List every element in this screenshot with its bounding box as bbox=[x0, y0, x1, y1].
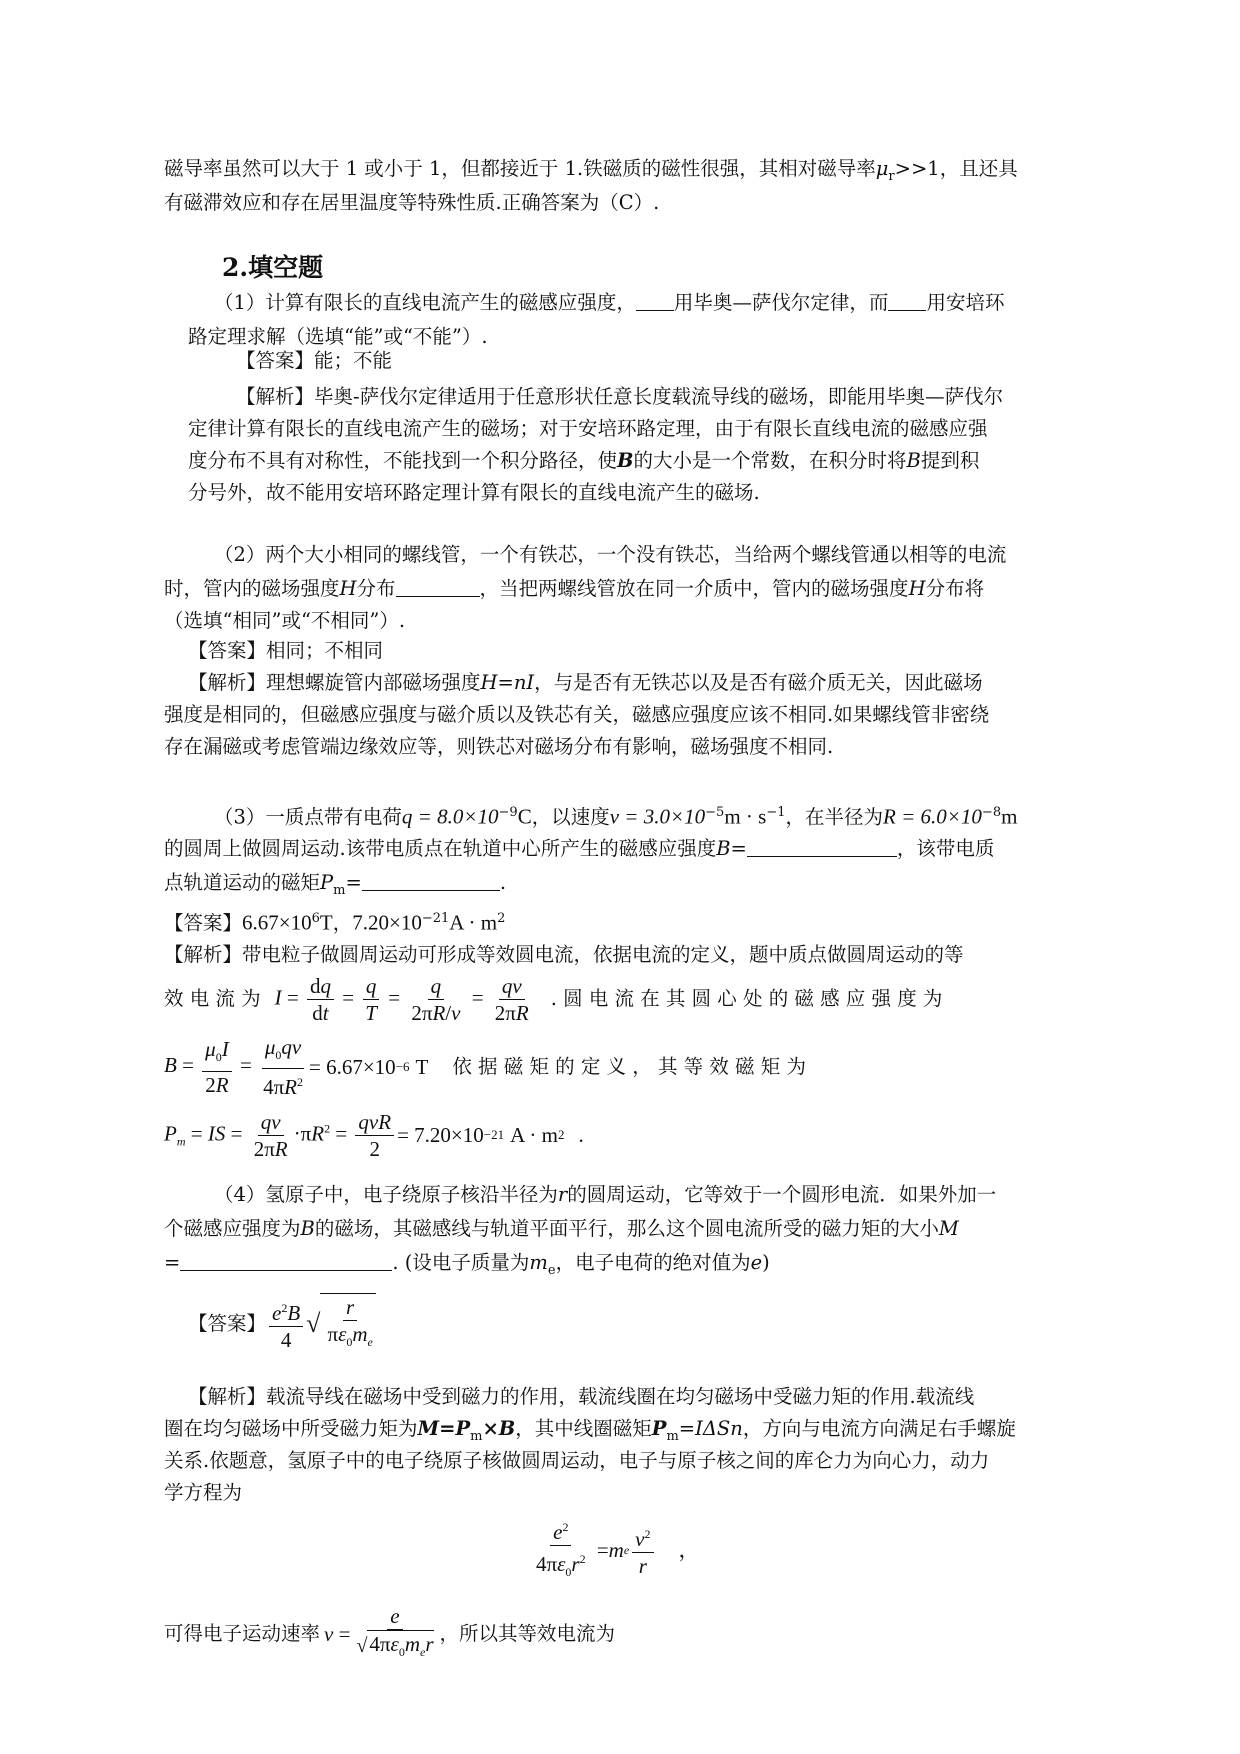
text: 的圆周上做圆周运动.该带电质点在轨道中心所产生的磁感应强度 bbox=[164, 837, 717, 860]
text: 个磁感应强度为 bbox=[164, 1217, 301, 1240]
text: 度分布不具有对称性，不能找到一个积分路径，使 bbox=[188, 449, 618, 472]
text: （1）计算有限长的直线电流产生的磁感应强度， bbox=[214, 291, 636, 314]
answer-blank bbox=[888, 289, 926, 311]
unit: T bbox=[319, 910, 333, 935]
text: ，以速度 bbox=[531, 805, 610, 829]
exponent: −1 bbox=[766, 805, 786, 820]
exponent: −9 bbox=[498, 805, 518, 820]
text: 时，管内的磁场强度 bbox=[164, 577, 340, 600]
velocity-line bbox=[164, 1596, 615, 1672]
q3-expl-1: 【解析】带电粒子做圆周运动可形成等效圆电流，依据电流的定义，题中质点做圆周运动的等 bbox=[164, 943, 964, 966]
text: ) bbox=[762, 1251, 770, 1274]
answer-blank bbox=[362, 869, 500, 891]
q2-line-2 bbox=[164, 572, 1080, 606]
text: ，该带电质 bbox=[896, 837, 995, 860]
q3-answer bbox=[164, 902, 1080, 941]
unit: C bbox=[517, 804, 532, 829]
exponent: −5 bbox=[705, 805, 725, 820]
q2-expl-1 bbox=[188, 666, 1104, 700]
symbol-B: B= bbox=[716, 837, 747, 860]
unit: A · m bbox=[510, 1123, 558, 1147]
mu-symbol: μ bbox=[875, 157, 889, 180]
text: （4）氢原子中，电子绕原子核沿半径为 bbox=[214, 1183, 558, 1206]
result-value: = 7.20×10 bbox=[397, 1123, 484, 1147]
text: 的磁场，其磁感线与轨道平面平行，那么这个圆电流所受的磁力矩的大小 bbox=[314, 1217, 939, 1240]
symbol-B: B bbox=[300, 1217, 315, 1240]
text: . bbox=[578, 1123, 584, 1147]
symbol-H: H bbox=[339, 577, 357, 600]
q1-line-1 bbox=[214, 286, 1080, 320]
unit: m · s bbox=[724, 804, 767, 829]
symbol-B: B bbox=[617, 449, 634, 472]
q4-expl-3: 关系.依题意，氢原子中的电子绕原子核做圆周运动，电子与原子核之间的库仑力为向心力，动力 bbox=[164, 1449, 990, 1472]
moment-formula: $P_m$ = IS = $\frac{qv}{2\pi R}$ $\cdot\pi R^2$ = $\frac{\text{qvR}}{2}$ bbox=[164, 1109, 397, 1162]
q4-line-2 bbox=[164, 1212, 1080, 1246]
text: . (设电子质量为 bbox=[392, 1251, 530, 1274]
formula: ×B bbox=[482, 1417, 516, 1440]
exponent: 2 bbox=[557, 1127, 565, 1142]
answer-blank bbox=[747, 835, 897, 857]
answer-formula: $\frac{e^2B}{4}$ √ $\frac{r}{\pi\varepsilon_0m_e}$ bbox=[266, 1293, 376, 1355]
text: ，与是否有无铁芯以及是否有磁介质无关，因此磁场 bbox=[534, 671, 983, 694]
symbol-B: B bbox=[906, 449, 921, 472]
q3-expl-3 bbox=[164, 1036, 1080, 1098]
symbol-M: M bbox=[938, 1217, 959, 1240]
subscript: m bbox=[333, 882, 346, 898]
q2-expl-3: 存在漏磁或考虑管端边缘效应等，则铁芯对磁场分布有影响，磁场强度不相同. bbox=[164, 735, 834, 758]
unit: m bbox=[1001, 804, 1018, 829]
q1-answer: 【答案】能；不能 bbox=[236, 349, 393, 372]
answer-blank bbox=[396, 575, 480, 597]
symbol-H: H bbox=[908, 577, 926, 600]
text: ，当把两螺线管放在同一介质中，管内的磁场强度 bbox=[479, 577, 909, 600]
formula: =IΔSn bbox=[678, 1417, 743, 1440]
q1-expl-3 bbox=[188, 444, 1080, 478]
text: 磁导率虽然可以大于 1 或小于 1，但都接近于 1.铁磁质的磁性很强，其相对磁导率 bbox=[164, 157, 876, 180]
text: （3）一质点带有电荷 bbox=[214, 805, 402, 829]
text: ， bbox=[678, 1538, 700, 1562]
q2-line-3: （选填“相同”或“不相同”）. bbox=[164, 609, 406, 632]
subscript: m bbox=[666, 1428, 679, 1444]
text: 提到积 bbox=[920, 449, 980, 472]
text: = bbox=[164, 1251, 181, 1274]
q3-expl-4 bbox=[164, 1104, 1080, 1166]
charge-value: q = 8.0×10 bbox=[401, 804, 499, 829]
velocity-value: v = 3.0×10 bbox=[609, 804, 706, 829]
q1-line-2: 路定理求解（选填“能”或“不能”）. bbox=[188, 325, 488, 348]
text: 依 据 磁 矩 的 定 义 ， 其 等 效 磁 矩 为 bbox=[452, 1055, 806, 1078]
q1-expl-1: 【解析】毕奥-萨伐尔定律适用于任意形状任意长度载流导线的磁场，即能用毕奥—萨伐尔 bbox=[236, 385, 1004, 408]
text: . 圆 电 流 在 其 圆 心 处 的 磁 感 应 强 度 为 bbox=[550, 987, 943, 1010]
subscript: e bbox=[547, 1262, 556, 1278]
exponent: 2 bbox=[497, 911, 506, 926]
text: 的圆周运动，它等效于一个圆形电流．如果外加一 bbox=[567, 1183, 997, 1206]
radius-value: R = 6.0×10 bbox=[883, 804, 982, 829]
answer-blank bbox=[180, 1249, 392, 1271]
q3-line-2 bbox=[164, 832, 1080, 866]
text: >>1，且还具 bbox=[894, 157, 1018, 180]
q4-expl-4: 学方程为 bbox=[164, 1481, 243, 1504]
exponent: −21 bbox=[421, 911, 450, 926]
symbol-P: P bbox=[320, 871, 334, 894]
text: 点轨道运动的磁矩 bbox=[164, 871, 321, 894]
result-value: = 6.67×10 bbox=[309, 1055, 396, 1079]
intro-line-2: 有磁滞效应和存在居里温度等特殊性质.正确答案为（C）. bbox=[164, 191, 660, 214]
symbol-m: m bbox=[529, 1251, 548, 1274]
answer-value: 6.67×10 bbox=[242, 910, 312, 935]
field-formula: B = $\frac{\mu_0I}{2R}$ = $\frac{\mu_0qv}{4\pi R^2}$ bbox=[164, 1034, 303, 1100]
exponent: −6 bbox=[395, 1059, 410, 1074]
exponent: −21 bbox=[483, 1127, 505, 1142]
q3-line-1 bbox=[214, 796, 1080, 835]
text: 的大小是一个常数，在积分时将 bbox=[633, 449, 907, 472]
q2-answer: 【答案】相同；不相同 bbox=[188, 639, 384, 662]
q1-expl-4: 分号外，故不能用安培环路定理计算有限长的直线电流产生的磁场. bbox=[188, 481, 760, 504]
text: 用安培环 bbox=[926, 291, 1005, 314]
answer-label: 【答案】 bbox=[188, 1312, 267, 1335]
exponent: 6 bbox=[311, 911, 320, 926]
q2-expl-2: 强度是相同的，但磁感应强度与磁介质以及铁芯有关，磁感应强度应该不相同.如果螺线管非密绕 bbox=[164, 703, 990, 726]
text: 效 电 流 为 bbox=[164, 987, 261, 1010]
text: 【解析】理想螺旋管内部磁场强度 bbox=[188, 671, 481, 694]
formula-H-nI: H=nI bbox=[480, 671, 535, 694]
symbol-r: r bbox=[557, 1183, 568, 1206]
text: = bbox=[345, 871, 362, 894]
symbol-e: e bbox=[750, 1251, 763, 1274]
q4-answer bbox=[188, 1284, 376, 1364]
q2-line-1: （2）两个大小相同的螺线管，一个有铁芯，一个没有铁芯，当给两个螺线管通以相等的电流 bbox=[214, 543, 1007, 566]
text: 分布 bbox=[356, 577, 396, 600]
current-formula: I = $\frac{dq}{dt}$ = $\frac{q}{T}$ = $\frac{q}{2\pi R/v}$ = $\frac{qv}{2\pi R}$ bbox=[274, 973, 529, 1025]
subscript: m bbox=[470, 1428, 483, 1444]
q4-expl-1: 【解析】载流导线在磁场中受到磁力的作用，载流线圈在均匀磁场中受磁力矩的作用.载流线 bbox=[188, 1385, 975, 1408]
text: ，电子电荷的绝对值为 bbox=[555, 1251, 751, 1274]
answer-blank bbox=[636, 289, 674, 311]
text: 可得电子运动速率 bbox=[164, 1622, 321, 1645]
mu-subscript: r bbox=[888, 168, 895, 184]
q4-line-1 bbox=[214, 1178, 1080, 1212]
exponent: −8 bbox=[981, 805, 1002, 820]
answer-label: 【答案】 bbox=[164, 911, 243, 935]
unit: A · m bbox=[449, 910, 498, 935]
unit: T bbox=[415, 1055, 429, 1079]
answer-value: 7.20×10 bbox=[352, 910, 422, 935]
q1-expl-2: 定律计算有限长的直线电流产生的磁场；对于安培环路定理，由于有限长直线电流的磁感应强 bbox=[188, 417, 988, 440]
formula: M=P bbox=[417, 1417, 471, 1440]
coulomb-equation: $\frac{e^2}{4\pi\varepsilon_0r^2}$ = m e $\frac{v^2}{r}$ ， bbox=[530, 1512, 700, 1588]
formula: P bbox=[651, 1417, 667, 1440]
text: ，其中线圈磁矩 bbox=[515, 1417, 652, 1440]
text: . bbox=[499, 871, 507, 894]
text: 圈在均匀磁场中所受磁力矩为 bbox=[164, 1417, 418, 1440]
text: ，所以其等效电流为 bbox=[439, 1622, 616, 1645]
text: 用毕奥—萨伐尔定律，而 bbox=[673, 291, 889, 314]
q4-line-3 bbox=[164, 1246, 1080, 1288]
velocity-formula: v = $\frac{e}{√4\pi\varepsilon_0m_er}$ bbox=[324, 1603, 439, 1665]
section-title: 2.填空题 bbox=[222, 253, 324, 282]
text: 分布将 bbox=[925, 577, 985, 600]
q3-expl-2 bbox=[164, 968, 1080, 1030]
text: ， bbox=[332, 911, 353, 935]
text: ，在半径为 bbox=[785, 805, 883, 829]
text: ，方向与电流方向满足右手螺旋 bbox=[742, 1417, 1016, 1440]
